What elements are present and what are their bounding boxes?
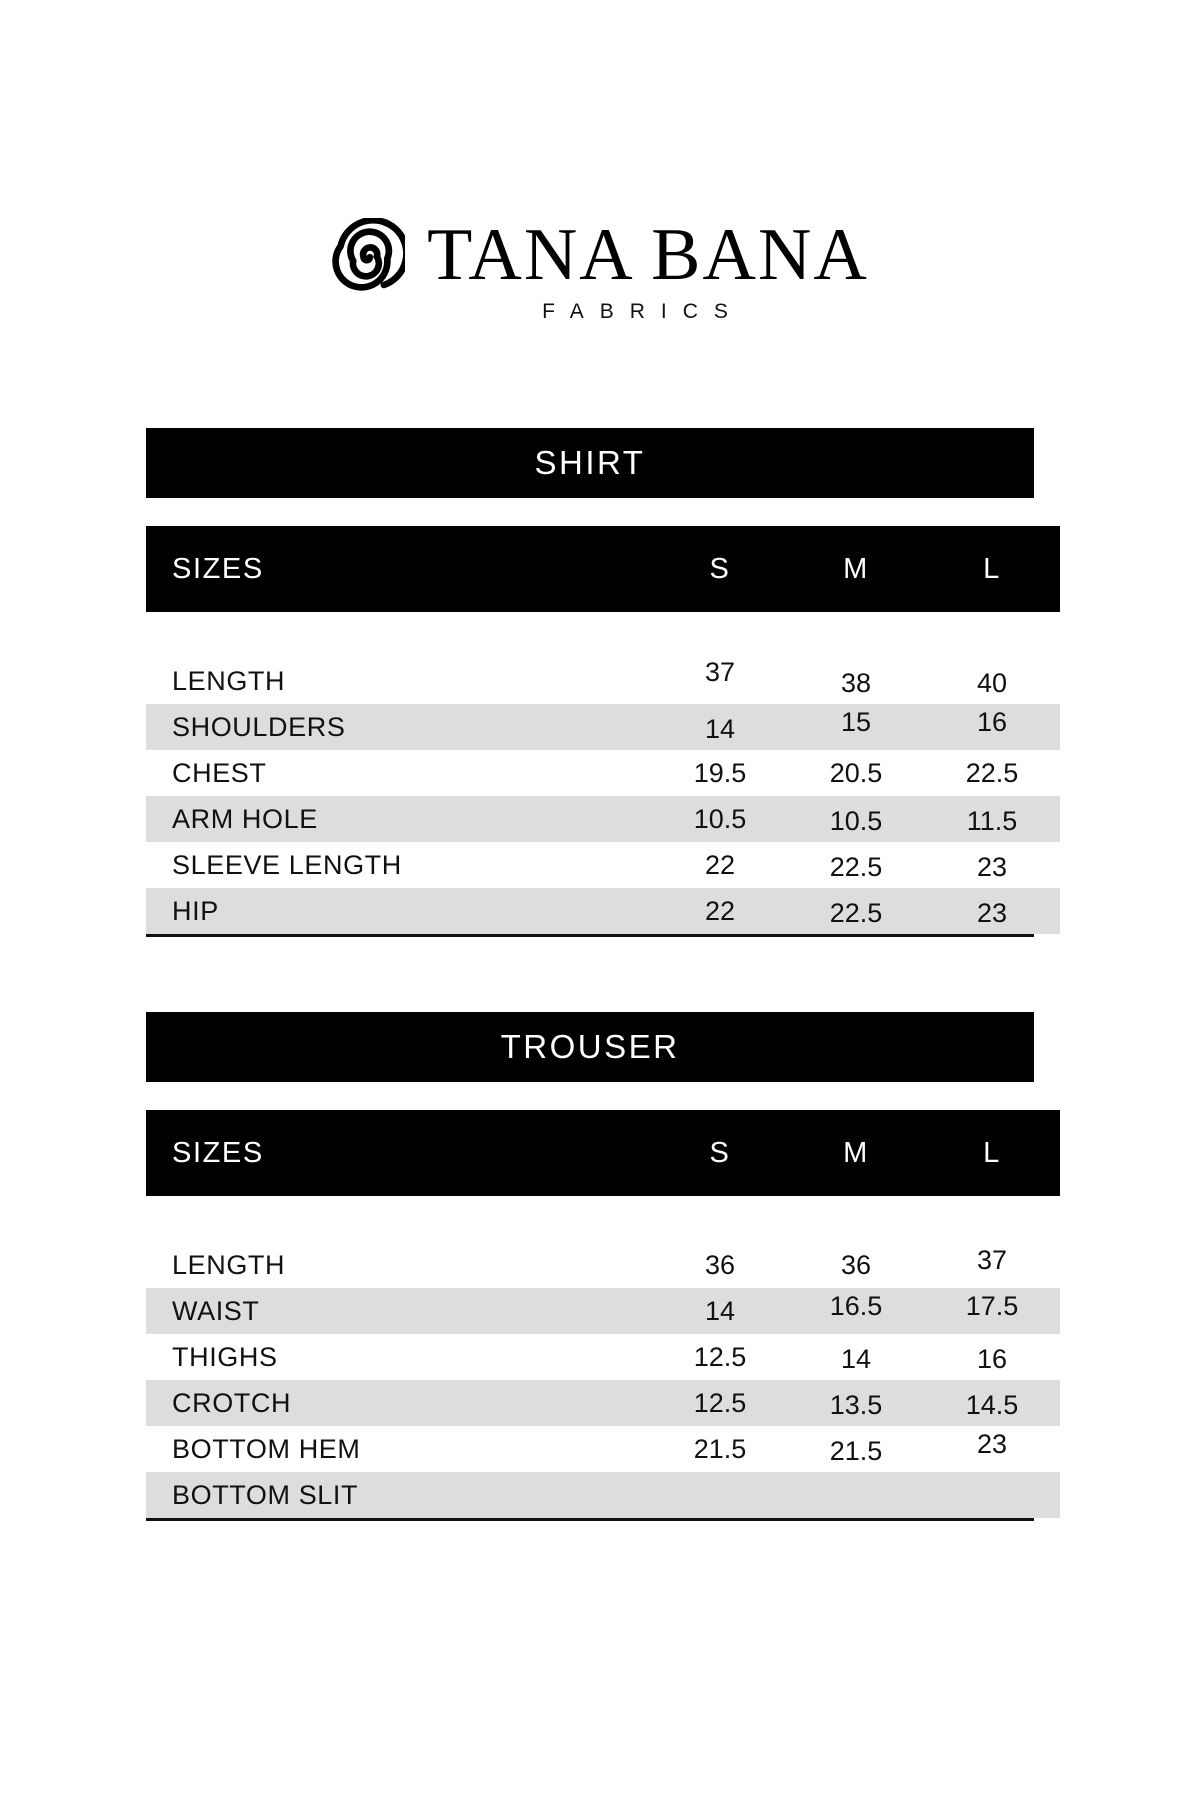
row-label: WAIST: [172, 1295, 260, 1326]
row-value-s: 12.5: [693, 1387, 747, 1418]
row-value-m: 22.5: [829, 897, 883, 928]
row-value-s: 12.5: [693, 1341, 747, 1372]
row-value-l: 40: [976, 667, 1008, 698]
row-value-m: [788, 1472, 924, 1518]
section-shirt: [146, 428, 1034, 937]
row-value-m: 38: [840, 667, 872, 698]
row-label: CHEST: [172, 757, 267, 788]
header-size-l: L: [983, 1136, 1001, 1169]
table-row: [146, 1380, 1060, 1426]
table-header-trouser: [146, 1110, 1060, 1196]
spiral-icon: [331, 218, 405, 292]
row-value-m: 13.5: [829, 1389, 883, 1420]
row-value-m: 16.5: [829, 1290, 883, 1321]
header-row: [146, 526, 1060, 612]
table-row: [146, 796, 1060, 842]
section-title-shirt: SHIRT: [534, 444, 646, 481]
size-table-trouser: [146, 1110, 1060, 1518]
row-value-l: 16: [976, 1343, 1008, 1374]
row-value-s: 14: [704, 1295, 736, 1326]
section-title-trouser: TROUSER: [500, 1028, 680, 1065]
row-label: LENGTH: [172, 665, 286, 696]
row-label: SHOULDERS: [172, 711, 346, 742]
table-body-trouser: [146, 1196, 1060, 1518]
brand-tagline: FABRICS: [542, 300, 744, 323]
row-value-l: 23: [976, 851, 1008, 882]
table-row: [146, 1288, 1060, 1334]
row-value-l: 14.5: [965, 1389, 1019, 1420]
row-label: THIGHS: [172, 1341, 278, 1372]
header-size-m: M: [843, 1136, 869, 1169]
spacer: [146, 1196, 1060, 1242]
size-table-shirt: [146, 526, 1060, 934]
row-value-s: 36: [704, 1249, 736, 1280]
row-value-s: 37: [704, 656, 736, 687]
row-value-l: 17.5: [965, 1290, 1019, 1321]
table-underline-shirt: [146, 934, 1034, 937]
row-value-s: 22: [704, 895, 736, 926]
row-value-l: 37: [976, 1244, 1008, 1275]
table-header-shirt: [146, 526, 1060, 612]
row-label: LENGTH: [172, 1249, 286, 1280]
table-row: [146, 888, 1060, 934]
row-value-s: 19.5: [693, 757, 747, 788]
row-label: ARM HOLE: [172, 803, 318, 834]
header-size-s: S: [709, 1136, 731, 1169]
row-value-s: [652, 1472, 788, 1518]
row-value-l: 23: [976, 1428, 1008, 1459]
brand-name: TANA BANA: [427, 213, 869, 296]
header-sizes: SIZES: [172, 1136, 264, 1169]
table-row: [146, 1426, 1060, 1472]
row-value-m: 36: [840, 1249, 872, 1280]
row-value-l: [924, 1472, 1060, 1518]
table-row: [146, 1472, 1060, 1518]
header-sizes: SIZES: [172, 552, 264, 585]
table-row: [146, 658, 1060, 704]
row-label: CROTCH: [172, 1387, 292, 1418]
row-value-m: 21.5: [829, 1435, 883, 1466]
header-size-s: S: [709, 552, 731, 585]
row-label: SLEEVE LENGTH: [172, 849, 402, 880]
row-label: BOTTOM SLIT: [172, 1479, 359, 1510]
table-row: [146, 704, 1060, 750]
row-label: BOTTOM HEM: [172, 1433, 361, 1464]
table-row: [146, 1242, 1060, 1288]
row-value-s: 22: [704, 849, 736, 880]
table-row: [146, 842, 1060, 888]
header-row: [146, 1110, 1060, 1196]
brand-logo: [0, 213, 1200, 324]
row-label: HIP: [172, 895, 219, 926]
row-value-l: 23: [976, 897, 1008, 928]
header-size-m: M: [843, 552, 869, 585]
row-value-s: 10.5: [693, 803, 747, 834]
row-value-l: 16: [976, 706, 1008, 737]
row-value-m: 20.5: [829, 757, 883, 788]
table-row: [146, 1334, 1060, 1380]
header-size-l: L: [983, 552, 1001, 585]
table-row: [146, 750, 1060, 796]
row-value-l: 11.5: [966, 805, 1018, 836]
row-value-m: 10.5: [829, 805, 883, 836]
row-value-s: 14: [704, 713, 736, 744]
table-body-shirt: [146, 612, 1060, 934]
row-value-m: 22.5: [829, 851, 883, 882]
section-title-bar-trouser: [146, 1012, 1034, 1082]
row-value-m: 14: [840, 1343, 872, 1374]
row-value-s: 21.5: [693, 1433, 747, 1464]
logo-row: [331, 213, 869, 296]
row-value-m: 15: [840, 706, 872, 737]
table-underline-trouser: [146, 1518, 1034, 1521]
section-trouser: [146, 1012, 1034, 1521]
spacer: [146, 612, 1060, 658]
section-title-bar-shirt: [146, 428, 1034, 498]
row-value-l: 22.5: [965, 757, 1019, 788]
